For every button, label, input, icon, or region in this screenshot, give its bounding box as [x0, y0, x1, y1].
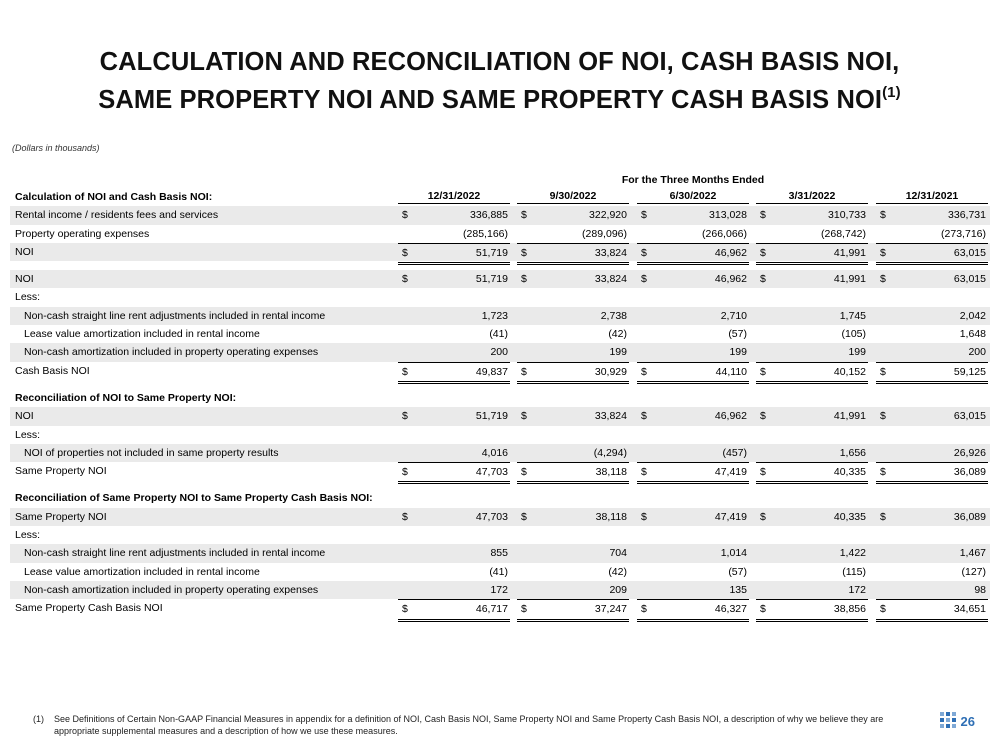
table-cell — [876, 206, 988, 224]
table-cell — [756, 563, 868, 581]
table-cell — [517, 563, 629, 581]
cell-value: 33,824 — [594, 246, 627, 259]
table-cell — [637, 288, 749, 306]
table-cell — [398, 270, 510, 288]
cell-value: 200 — [490, 346, 508, 359]
dollar-sign: $ — [521, 510, 527, 523]
table-cell — [398, 206, 510, 224]
cell-value: 172 — [490, 583, 508, 596]
table-cell — [517, 508, 629, 526]
table-cell — [517, 444, 629, 462]
cell-value: 46,962 — [714, 246, 747, 259]
table-cell — [876, 325, 988, 343]
table-cell — [517, 206, 629, 224]
table-cell — [876, 544, 988, 562]
dollar-sign: $ — [521, 365, 527, 378]
table-cell — [517, 526, 629, 544]
table-cell — [756, 270, 868, 288]
column-header: 12/31/2021 — [876, 188, 988, 204]
table-row — [10, 243, 990, 261]
cell-value: 41,991 — [833, 246, 866, 259]
cell-value: 46,327 — [714, 603, 747, 616]
table-row — [10, 526, 990, 544]
cell-value: 33,824 — [594, 273, 627, 286]
cell-value: (266,066) — [702, 227, 747, 240]
table-cell — [756, 325, 868, 343]
dollar-sign: $ — [641, 410, 647, 423]
row-label: Less: — [15, 291, 41, 304]
dollar-sign: $ — [521, 209, 527, 222]
cell-value: (57) — [728, 565, 747, 578]
table-cell — [876, 426, 988, 444]
table-row — [10, 343, 990, 361]
cell-value: 199 — [729, 346, 747, 359]
table-cell — [876, 581, 988, 599]
cell-value: 2,042 — [959, 309, 986, 322]
dollar-sign: $ — [760, 246, 766, 259]
cell-value: 172 — [848, 583, 866, 596]
row-label: NOI — [15, 245, 34, 258]
table-cell — [756, 581, 868, 599]
table-cell — [398, 343, 510, 361]
table-row — [10, 270, 990, 288]
cell-value: 2,710 — [720, 309, 747, 322]
row-label: Lease value amortization included in rental income — [24, 565, 260, 578]
cell-value: 37,247 — [594, 603, 627, 616]
table-cell — [398, 288, 510, 306]
table-cell — [756, 544, 868, 562]
cell-value: 36,089 — [953, 466, 986, 479]
row-label: Non-cash amortization included in property operating expenses — [24, 346, 319, 359]
column-header: 3/31/2022 — [756, 188, 868, 204]
cell-value: 46,962 — [714, 273, 747, 286]
cell-value: 33,824 — [594, 410, 627, 423]
cell-value: (105) — [841, 328, 866, 341]
dollar-sign: $ — [521, 410, 527, 423]
dollar-sign: $ — [760, 209, 766, 222]
dollar-sign: $ — [641, 510, 647, 523]
table-cell — [876, 526, 988, 544]
cell-value: 49,837 — [475, 365, 508, 378]
cell-value: 209 — [609, 583, 627, 596]
row-label: Non-cash straight line rent adjustments included in rental income — [24, 547, 326, 560]
table-row — [10, 599, 990, 617]
table-cell — [876, 444, 988, 462]
table-cell — [756, 426, 868, 444]
table-cell — [637, 599, 749, 621]
dollar-sign: $ — [641, 209, 647, 222]
dollar-sign: $ — [641, 273, 647, 286]
section-header: Reconciliation of NOI to Same Property NOI: — [15, 391, 237, 404]
cell-value: 34,651 — [953, 603, 986, 616]
table-cell — [398, 508, 510, 526]
units-note: (Dollars in thousands) — [12, 143, 100, 153]
grid-logo-icon — [940, 712, 958, 730]
cell-value: 63,015 — [953, 246, 986, 259]
table-cell — [637, 526, 749, 544]
footnote-text: See Definitions of Certain Non-GAAP Financial Measures in appendix for a definition of NOI, Cash Basis NOI, Same Property NOI and Same Property Cash Basis NOI, a description of why we believe they are appropriate supplemental measures and a description of how we use these measures. — [54, 714, 884, 736]
table-cell — [517, 270, 629, 288]
cell-value: 47,419 — [714, 466, 747, 479]
dollar-sign: $ — [402, 466, 408, 479]
table-cell — [517, 407, 629, 425]
title-line-2 — [0, 81, 999, 119]
table-cell — [517, 325, 629, 343]
period-header: For the Three Months Ended — [621, 174, 765, 186]
dollar-sign: $ — [760, 466, 766, 479]
table-cell — [517, 426, 629, 444]
cell-value: 336,885 — [470, 209, 508, 222]
table-row — [10, 362, 990, 380]
cell-value: 336,731 — [948, 209, 986, 222]
dollar-sign: $ — [641, 603, 647, 616]
cell-value: (41) — [489, 328, 508, 341]
table-cell — [876, 225, 988, 243]
table-cell — [398, 599, 510, 621]
cell-value: 4,016 — [481, 446, 508, 459]
cell-value: 30,929 — [594, 365, 627, 378]
table-cell — [517, 544, 629, 562]
table-cell — [756, 407, 868, 425]
page-title — [0, 43, 999, 119]
title-footnote-ref: (1) — [882, 83, 901, 101]
table-cell — [637, 307, 749, 325]
table-cell — [637, 343, 749, 361]
dollar-sign: $ — [760, 410, 766, 423]
cell-value: (41) — [489, 565, 508, 578]
table-row — [10, 563, 990, 581]
table-cell — [756, 288, 868, 306]
cell-value: 51,719 — [475, 410, 508, 423]
section-header: Reconciliation of Same Property NOI to Same Property Cash Basis NOI: — [15, 492, 373, 505]
table-row — [10, 206, 990, 224]
cell-value: 200 — [968, 346, 986, 359]
cell-value: (268,742) — [821, 227, 866, 240]
table-cell — [398, 426, 510, 444]
table-row — [10, 544, 990, 562]
footnote-number: (1) — [33, 714, 44, 724]
row-label: NOI — [15, 410, 34, 423]
dollar-sign: $ — [402, 603, 408, 616]
cell-value: 41,991 — [833, 410, 866, 423]
cell-value: 1,745 — [839, 309, 866, 322]
cell-value: (115) — [842, 565, 866, 578]
table-row — [10, 508, 990, 526]
cell-value: 40,152 — [833, 365, 866, 378]
row-label: NOI of properties not included in same property results — [24, 446, 279, 459]
row-label: Property operating expenses — [15, 227, 150, 240]
column-header: 9/30/2022 — [517, 188, 629, 204]
page-number: 26 — [960, 713, 975, 729]
table-cell — [637, 544, 749, 562]
table-cell — [876, 343, 988, 361]
cell-value: 1,656 — [839, 446, 866, 459]
table-cell — [517, 343, 629, 361]
row-label: Less: — [15, 428, 41, 441]
table-cell — [756, 508, 868, 526]
table-cell — [517, 225, 629, 243]
section-header-row — [10, 389, 990, 407]
dollar-sign: $ — [402, 246, 408, 259]
row-spacer — [10, 480, 990, 489]
cell-value: (57) — [728, 328, 747, 341]
cell-value: 40,335 — [833, 510, 866, 523]
table-cell — [637, 225, 749, 243]
table-row — [10, 288, 990, 306]
row-label: Same Property Cash Basis NOI — [15, 602, 163, 615]
dollar-sign: $ — [641, 365, 647, 378]
row-label: Rental income / residents fees and services — [15, 209, 219, 222]
cell-value: 63,015 — [953, 273, 986, 286]
table-cell — [876, 407, 988, 425]
table-cell — [517, 581, 629, 599]
page-number-block — [940, 712, 975, 730]
dollar-sign: $ — [521, 603, 527, 616]
row-spacer — [10, 261, 990, 270]
table-cell — [876, 563, 988, 581]
table-row — [10, 407, 990, 425]
table-cell — [398, 581, 510, 599]
dollar-sign: $ — [402, 365, 408, 378]
row-label: Non-cash amortization included in property operating expenses — [24, 583, 319, 596]
table-cell — [756, 307, 868, 325]
dollar-sign: $ — [521, 273, 527, 286]
dollar-sign: $ — [760, 603, 766, 616]
cell-value: 51,719 — [475, 273, 508, 286]
table-cell — [398, 325, 510, 343]
cell-value: 38,856 — [833, 603, 866, 616]
dollar-sign: $ — [760, 273, 766, 286]
dollar-sign: $ — [880, 603, 886, 616]
cell-value: (42) — [608, 328, 627, 341]
cell-value: 47,703 — [475, 510, 508, 523]
cell-value: 40,335 — [833, 466, 866, 479]
dollar-sign: $ — [641, 246, 647, 259]
cell-value: (42) — [608, 565, 627, 578]
dollar-sign: $ — [880, 410, 886, 423]
cell-value: 199 — [848, 346, 866, 359]
table-row — [10, 581, 990, 599]
cell-value: 36,089 — [953, 510, 986, 523]
cell-value: 313,028 — [709, 209, 747, 222]
cell-value: 1,723 — [481, 309, 508, 322]
table-cell — [876, 508, 988, 526]
cell-value: 63,015 — [953, 410, 986, 423]
cell-value: (4,294) — [593, 446, 627, 459]
financial-table — [10, 188, 990, 618]
table-cell — [756, 526, 868, 544]
table-cell — [637, 444, 749, 462]
section-header: Calculation of NOI and Cash Basis NOI: — [15, 191, 213, 203]
table-cell — [637, 407, 749, 425]
title-line-2-text: SAME PROPERTY NOI AND SAME PROPERTY CASH BASIS NOI — [98, 86, 883, 114]
row-label: Lease value amortization included in rental income — [24, 328, 260, 341]
cell-value: (457) — [722, 446, 747, 459]
cell-value: 1,422 — [839, 547, 866, 560]
table-cell — [517, 307, 629, 325]
dollar-sign: $ — [880, 273, 886, 286]
cell-value: 704 — [609, 547, 627, 560]
table-cell — [876, 307, 988, 325]
dollar-sign: $ — [880, 246, 886, 259]
cell-value: 1,467 — [959, 547, 986, 560]
table-cell — [876, 599, 988, 621]
table-cell — [398, 407, 510, 425]
table-row — [10, 462, 990, 480]
table-row — [10, 225, 990, 243]
dollar-sign: $ — [402, 410, 408, 423]
table-cell — [637, 206, 749, 224]
cell-value: (289,096) — [582, 227, 627, 240]
table-row — [10, 307, 990, 325]
cell-value: (285,166) — [463, 227, 508, 240]
table-cell — [637, 581, 749, 599]
table-cell — [756, 343, 868, 361]
table-row — [10, 426, 990, 444]
row-label: Same Property NOI — [15, 465, 107, 478]
dollar-sign: $ — [521, 246, 527, 259]
table-cell — [398, 225, 510, 243]
table-cell — [637, 270, 749, 288]
dollar-sign: $ — [880, 510, 886, 523]
cell-value: 46,962 — [714, 410, 747, 423]
cell-value: 322,920 — [589, 209, 627, 222]
cell-value: (127) — [961, 565, 986, 578]
cell-value: 59,125 — [953, 365, 986, 378]
table-cell — [517, 599, 629, 621]
cell-value: 41,991 — [833, 273, 866, 286]
cell-value: 855 — [490, 547, 508, 560]
table-cell — [756, 206, 868, 224]
title-line-1: CALCULATION AND RECONCILIATION OF NOI, CASH BASIS NOI, — [99, 48, 900, 76]
dollar-sign: $ — [760, 365, 766, 378]
cell-value: 51,719 — [475, 246, 508, 259]
row-spacer — [10, 380, 990, 389]
dollar-sign: $ — [402, 510, 408, 523]
table-cell — [398, 444, 510, 462]
section-header-row — [10, 188, 990, 206]
table-row — [10, 325, 990, 343]
cell-value: 47,703 — [475, 466, 508, 479]
table-cell — [756, 599, 868, 621]
cell-value: 38,118 — [595, 510, 627, 523]
cell-value: (273,716) — [941, 227, 986, 240]
cell-value: 1,014 — [720, 547, 747, 560]
table-cell — [637, 563, 749, 581]
cell-value: 199 — [609, 346, 627, 359]
cell-value: 135 — [729, 583, 747, 596]
row-label: Same Property NOI — [15, 510, 107, 523]
table-cell — [876, 270, 988, 288]
table-cell — [876, 288, 988, 306]
cell-value: 98 — [974, 583, 986, 596]
dollar-sign: $ — [402, 209, 408, 222]
column-header: 6/30/2022 — [637, 188, 749, 204]
dollar-sign: $ — [760, 510, 766, 523]
cell-value: 1,648 — [959, 328, 986, 341]
row-label: Cash Basis NOI — [15, 364, 90, 377]
row-label: Less: — [15, 529, 41, 542]
table-cell — [398, 563, 510, 581]
table-row — [10, 444, 990, 462]
column-header: 12/31/2022 — [398, 188, 510, 204]
dollar-sign: $ — [880, 365, 886, 378]
dollar-sign: $ — [521, 466, 527, 479]
table-cell — [756, 225, 868, 243]
table-cell — [398, 526, 510, 544]
dollar-sign: $ — [641, 466, 647, 479]
table-cell — [398, 307, 510, 325]
table-cell — [637, 325, 749, 343]
cell-value: 38,118 — [595, 466, 627, 479]
dollar-sign: $ — [880, 209, 886, 222]
cell-value: 46,717 — [475, 603, 508, 616]
cell-value: 310,733 — [828, 209, 866, 222]
row-label: NOI — [15, 273, 34, 286]
cell-value: 26,926 — [953, 446, 986, 459]
cell-value: 47,419 — [714, 510, 747, 523]
table-cell — [398, 544, 510, 562]
cell-value: 44,110 — [715, 365, 747, 378]
table-cell — [637, 508, 749, 526]
table-cell — [756, 444, 868, 462]
dollar-sign: $ — [880, 466, 886, 479]
table-cell — [517, 288, 629, 306]
cell-value: 2,738 — [600, 309, 627, 322]
row-label: Non-cash straight line rent adjustments included in rental income — [24, 309, 326, 322]
section-header-row — [10, 489, 990, 507]
table-cell — [637, 426, 749, 444]
dollar-sign: $ — [402, 273, 408, 286]
